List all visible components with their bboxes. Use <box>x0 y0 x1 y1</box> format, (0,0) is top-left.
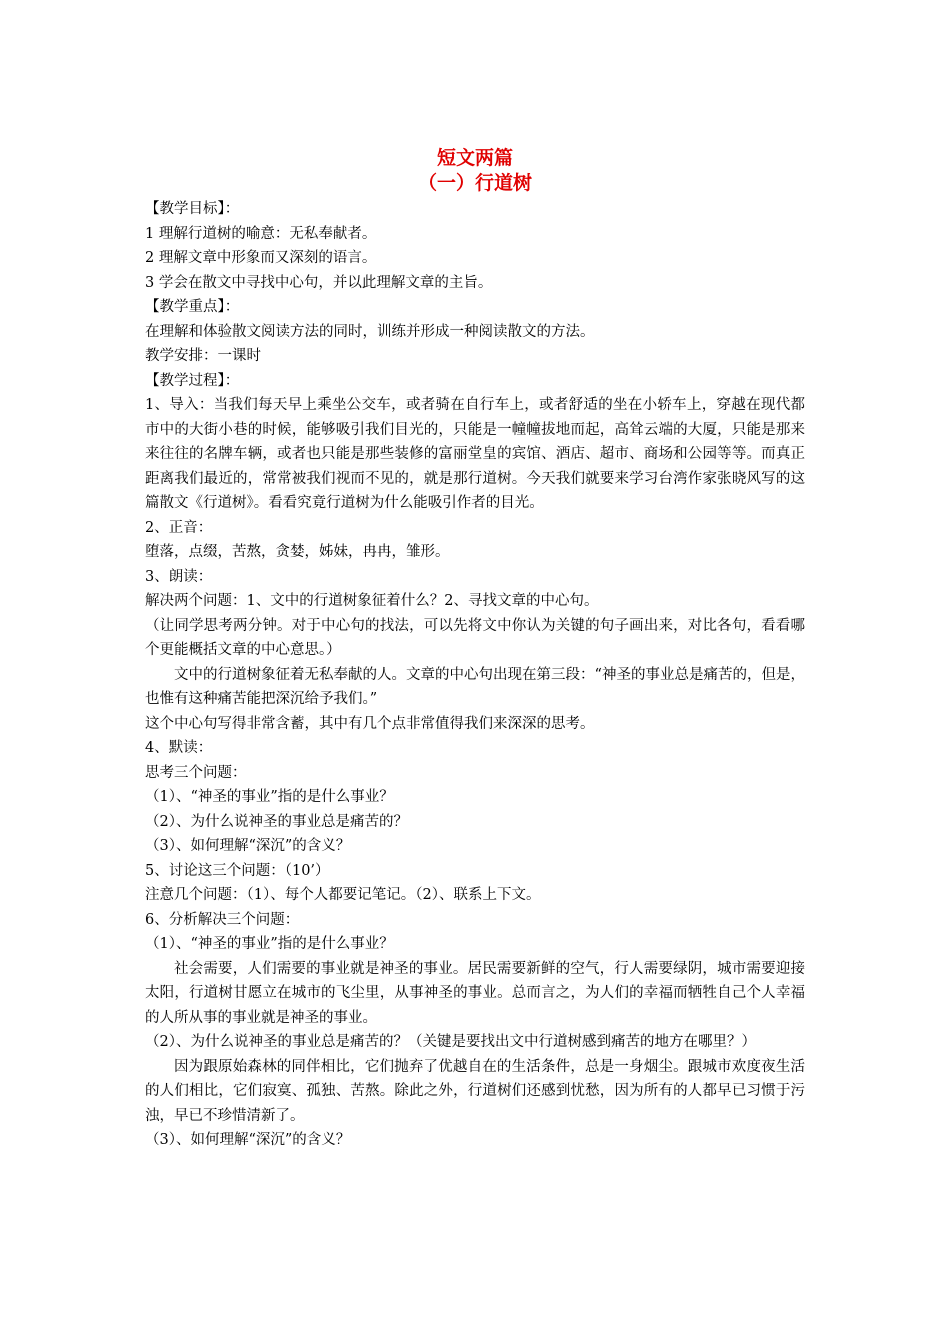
body-paragraph: 思考三个问题： <box>145 764 247 781</box>
answer-paragraph: 文中的行道树象征着无私奉献的人。文章的中心句出现在第三段：“神圣的事业总是痛苦的，但是，也惟有这种痛苦能把深沉给予我们。” <box>145 666 805 707</box>
section-heading-process: 【教学过程】： <box>145 372 240 389</box>
step-heading: 2、正音： <box>145 519 213 536</box>
step-heading: 5、讨论这三个问题：（10’） <box>145 862 330 879</box>
note-paragraph: （让同学思考两分钟。对于中心句的找法，可以先将文中你认为关键的句子画出来，对比各句，看看哪个更能概括文章的中心意思。） <box>145 617 805 658</box>
question-item: （2）、为什么说神圣的事业总是痛苦的？（关键是要找出文中行道树感到痛苦的地方在哪里？） <box>145 1034 756 1050</box>
goal-item: 2 理解文章中形象而又深刻的语言。 <box>145 250 377 266</box>
body-paragraph: 这个中心句写得非常含蓄，其中有几个点非常值得我们来深深的思考。 <box>145 715 595 732</box>
answer-paragraph: 因为跟原始森林的同伴相比，它们抛弃了优越自在的生活条件，总是一身烟尘。跟城市欢度夜生活的人们相比，它们寂寞、孤独、苦熬。除此之外，行道树们还感到忧愁，因为所有的人都早已习惯于污浊，早已不珍惜清新了。 <box>145 1058 805 1124</box>
section-heading-focus: 【教学重点】： <box>145 299 240 315</box>
question-item: （1）、“神圣的事业”指的是什么事业？ <box>145 789 394 805</box>
body-paragraph: 注意几个问题：（1）、每个人都要记笔记。（2）、联系上下文。 <box>145 887 541 903</box>
question-item: （3）、如何理解“深沉”的含义？ <box>145 1132 351 1148</box>
question-item: （3）、如何理解“深沉”的含义？ <box>145 838 351 854</box>
goal-item: 3 学会在散文中寻找中心句，并以此理解文章的主旨。 <box>145 274 493 291</box>
document-subtitle: （一）行道树 <box>417 172 532 194</box>
questions-text: 解决两个问题：1、文中的行道树象征着什么？2、寻找文章的中心句。 <box>145 593 599 609</box>
step-heading: 3、朗读： <box>145 568 213 585</box>
step-heading: 6、分析解决三个问题： <box>145 911 300 928</box>
question-item: （2）、为什么说神圣的事业总是痛苦的？ <box>145 813 408 830</box>
document-title: 短文两篇 <box>436 147 513 169</box>
section-heading-goals: 【教学目标】： <box>145 201 240 217</box>
answer-paragraph: 社会需要，人们需要的事业就是神圣的事业。居民需要新鲜的空气，行人需要绿阴，城市需要迎接太阳，行道树甘愿立在城市的飞尘里，从事神圣的事业。总而言之，为人们的幸福而牺牲自己个人幸福的人所从事的事业就是神圣的事业。 <box>145 960 805 1026</box>
focus-text: 在理解和体验散文阅读方法的同时，训练并形成一种阅读散文的方法。 <box>145 323 595 340</box>
pronunciation-words: 堕落，点缀，苦熬，贪婪，姊妹，冉冉，雏形。 <box>145 544 450 560</box>
question-item: （1）、“神圣的事业”指的是什么事业？ <box>145 936 394 952</box>
step-heading: 4、默读： <box>145 740 213 756</box>
step-intro-paragraph: 1、导入：当我们每天早上乘坐公交车，或者骑在自行车上，或者舒适的坐在小轿车上，穿越在现代都市中的大街小巷的时候，能够吸引我们目光的，只能是一幢幢拔地而起，高耸云端的大厦，只能是那来来往往的名牌车辆，或者也只能是那些装修的富丽堂皇的宾馆、酒店、超市、商场和公园等等。而真正距离我们最近的，常常被我们视而不见的，就是那行道树。今天我们就要来学习台湾作家张晓风写的这篇散文《行道树》。看看究竟行道树为什么能吸引作者的目光。 <box>145 397 805 511</box>
goal-item: 1 理解行道树的喻意：无私奉献者。 <box>145 225 377 242</box>
schedule-text: 教学安排：一课时 <box>145 348 261 364</box>
document-body <box>145 146 805 1153</box>
